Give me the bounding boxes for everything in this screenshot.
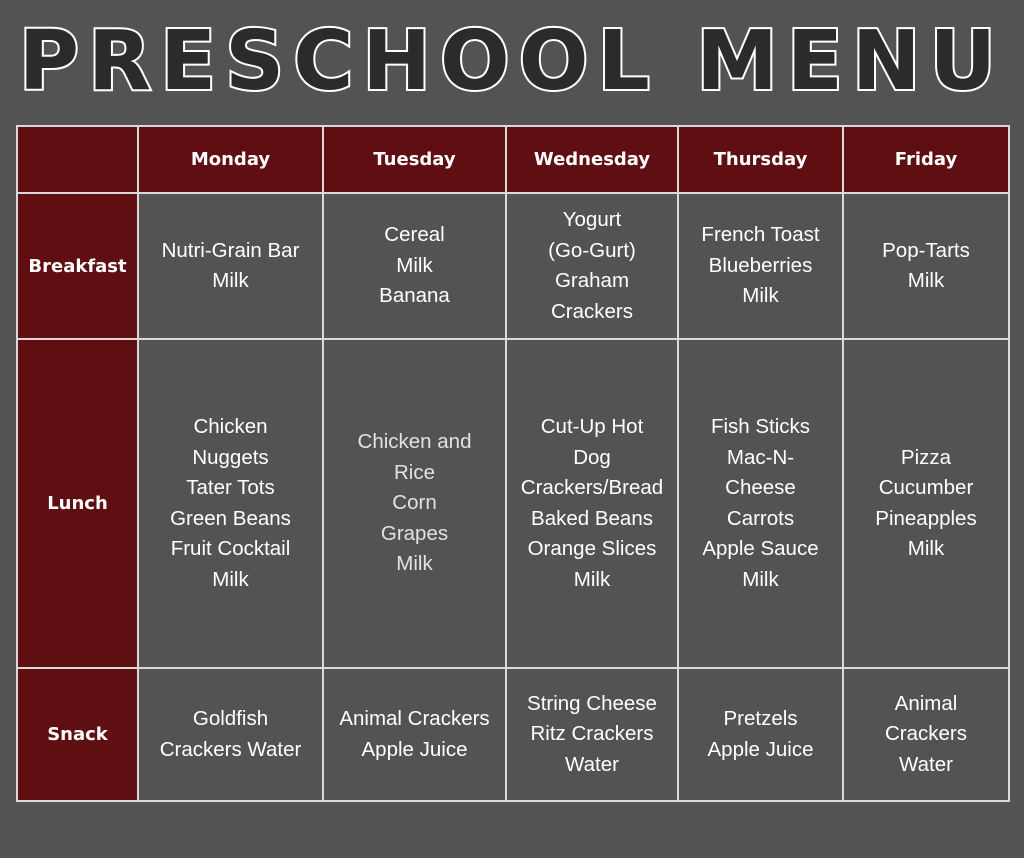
menu-item: Milk — [907, 537, 945, 560]
day-header-thursday: Thursday — [678, 126, 843, 193]
menu-item: Crackers — [550, 299, 633, 323]
menu-item: Apple Sauce — [702, 537, 819, 560]
menu-item: Milk — [742, 284, 779, 308]
menu-item: Water — [565, 752, 619, 776]
menu-item: Cheese — [725, 476, 796, 499]
menu-item: Chicken and — [357, 430, 472, 454]
page-title: PRESCHOOL MENU — [18, 14, 1006, 109]
menu-item: Milk — [396, 552, 433, 576]
day-header-wednesday: Wednesday — [506, 126, 678, 193]
day-header-monday: Monday — [138, 126, 323, 193]
menu-item: Ritz Crackers — [530, 722, 654, 746]
meal-label-breakfast: Breakfast — [17, 193, 138, 339]
menu-item: Banana — [379, 284, 450, 308]
day-header-friday: Friday — [843, 126, 1009, 193]
menu-item: Corn — [392, 491, 437, 515]
menu-item: Milk — [212, 567, 249, 591]
menu-item: Graham — [554, 269, 630, 292]
menu-item: Nutri-Grain Bar — [161, 238, 300, 262]
menu-item: Milk — [212, 269, 249, 292]
menu-cell — [138, 339, 323, 668]
menu-item: Goldfish — [192, 707, 269, 730]
menu-item: Nuggets — [192, 445, 269, 469]
menu-item: Baked Beans — [531, 506, 653, 530]
menu-cell — [323, 668, 506, 801]
menu-cell — [678, 668, 843, 801]
menu-cell — [678, 339, 843, 668]
menu-item: Green Beans — [170, 506, 291, 530]
menu-item: Dog — [573, 445, 611, 469]
menu-cell — [323, 193, 506, 339]
menu-cell — [138, 668, 323, 801]
menu-item: Yogurt — [562, 208, 622, 231]
lunch-row — [17, 339, 1009, 668]
menu-item: (Go-Gurt) — [548, 238, 636, 262]
menu-item: Cereal — [384, 223, 445, 247]
menu-item: Pop-Tarts — [882, 238, 970, 262]
header-row — [17, 126, 1009, 193]
menu-item: Pineapples — [875, 506, 977, 530]
menu-item: Carrots — [726, 506, 795, 530]
menu-item: Apple Juice — [361, 737, 468, 761]
menu-cell — [506, 339, 678, 668]
menu-item: Blueberries — [708, 253, 813, 277]
meal-label-lunch: Lunch — [17, 339, 138, 668]
menu-item: Rice — [393, 460, 435, 484]
menu-item: Fish Sticks — [710, 415, 811, 438]
menu-cell — [506, 193, 678, 339]
menu-item: Fruit Cocktail — [170, 537, 291, 560]
menu-item: Milk — [742, 567, 779, 591]
menu-cell — [843, 668, 1009, 801]
menu-item: Pretzels — [723, 707, 798, 730]
menu-item: Milk — [573, 567, 611, 591]
snack-row — [17, 668, 1009, 801]
menu-item: Chicken — [193, 415, 268, 438]
corner-cell — [17, 126, 138, 193]
menu-cell — [323, 339, 506, 668]
breakfast-row — [17, 193, 1009, 339]
menu-item: Apple Juice — [707, 737, 814, 761]
menu-item: French Toast — [701, 223, 820, 247]
menu-item: String Cheese — [527, 691, 657, 715]
meal-label-snack: Snack — [17, 668, 138, 801]
menu-item: Crackers — [884, 722, 967, 746]
menu-item: Milk — [396, 253, 433, 277]
menu-cell — [843, 193, 1009, 339]
menu-item: Grapes — [380, 521, 449, 545]
menu-item: Pizza — [900, 445, 952, 469]
menu-cell — [138, 193, 323, 339]
menu-item: Crackers Water — [159, 737, 302, 761]
menu-table — [16, 125, 1010, 802]
menu-item: Cucumber — [878, 476, 974, 499]
menu-item: Water — [899, 752, 953, 776]
day-header-tuesday: Tuesday — [323, 126, 506, 193]
menu-item: Animal — [894, 691, 958, 715]
menu-item: Cut-Up Hot — [540, 415, 644, 438]
menu-item: Tater Tots — [186, 476, 275, 499]
menu-item: Milk — [907, 269, 945, 292]
menu-item: Crackers/Bread — [520, 476, 664, 499]
menu-item: Mac-N- — [726, 445, 795, 469]
menu-cell — [506, 668, 678, 801]
menu-cell — [678, 193, 843, 339]
menu-item: Orange Slices — [527, 537, 657, 560]
menu-cell — [843, 339, 1009, 668]
menu-item: Animal Crackers — [339, 707, 490, 730]
